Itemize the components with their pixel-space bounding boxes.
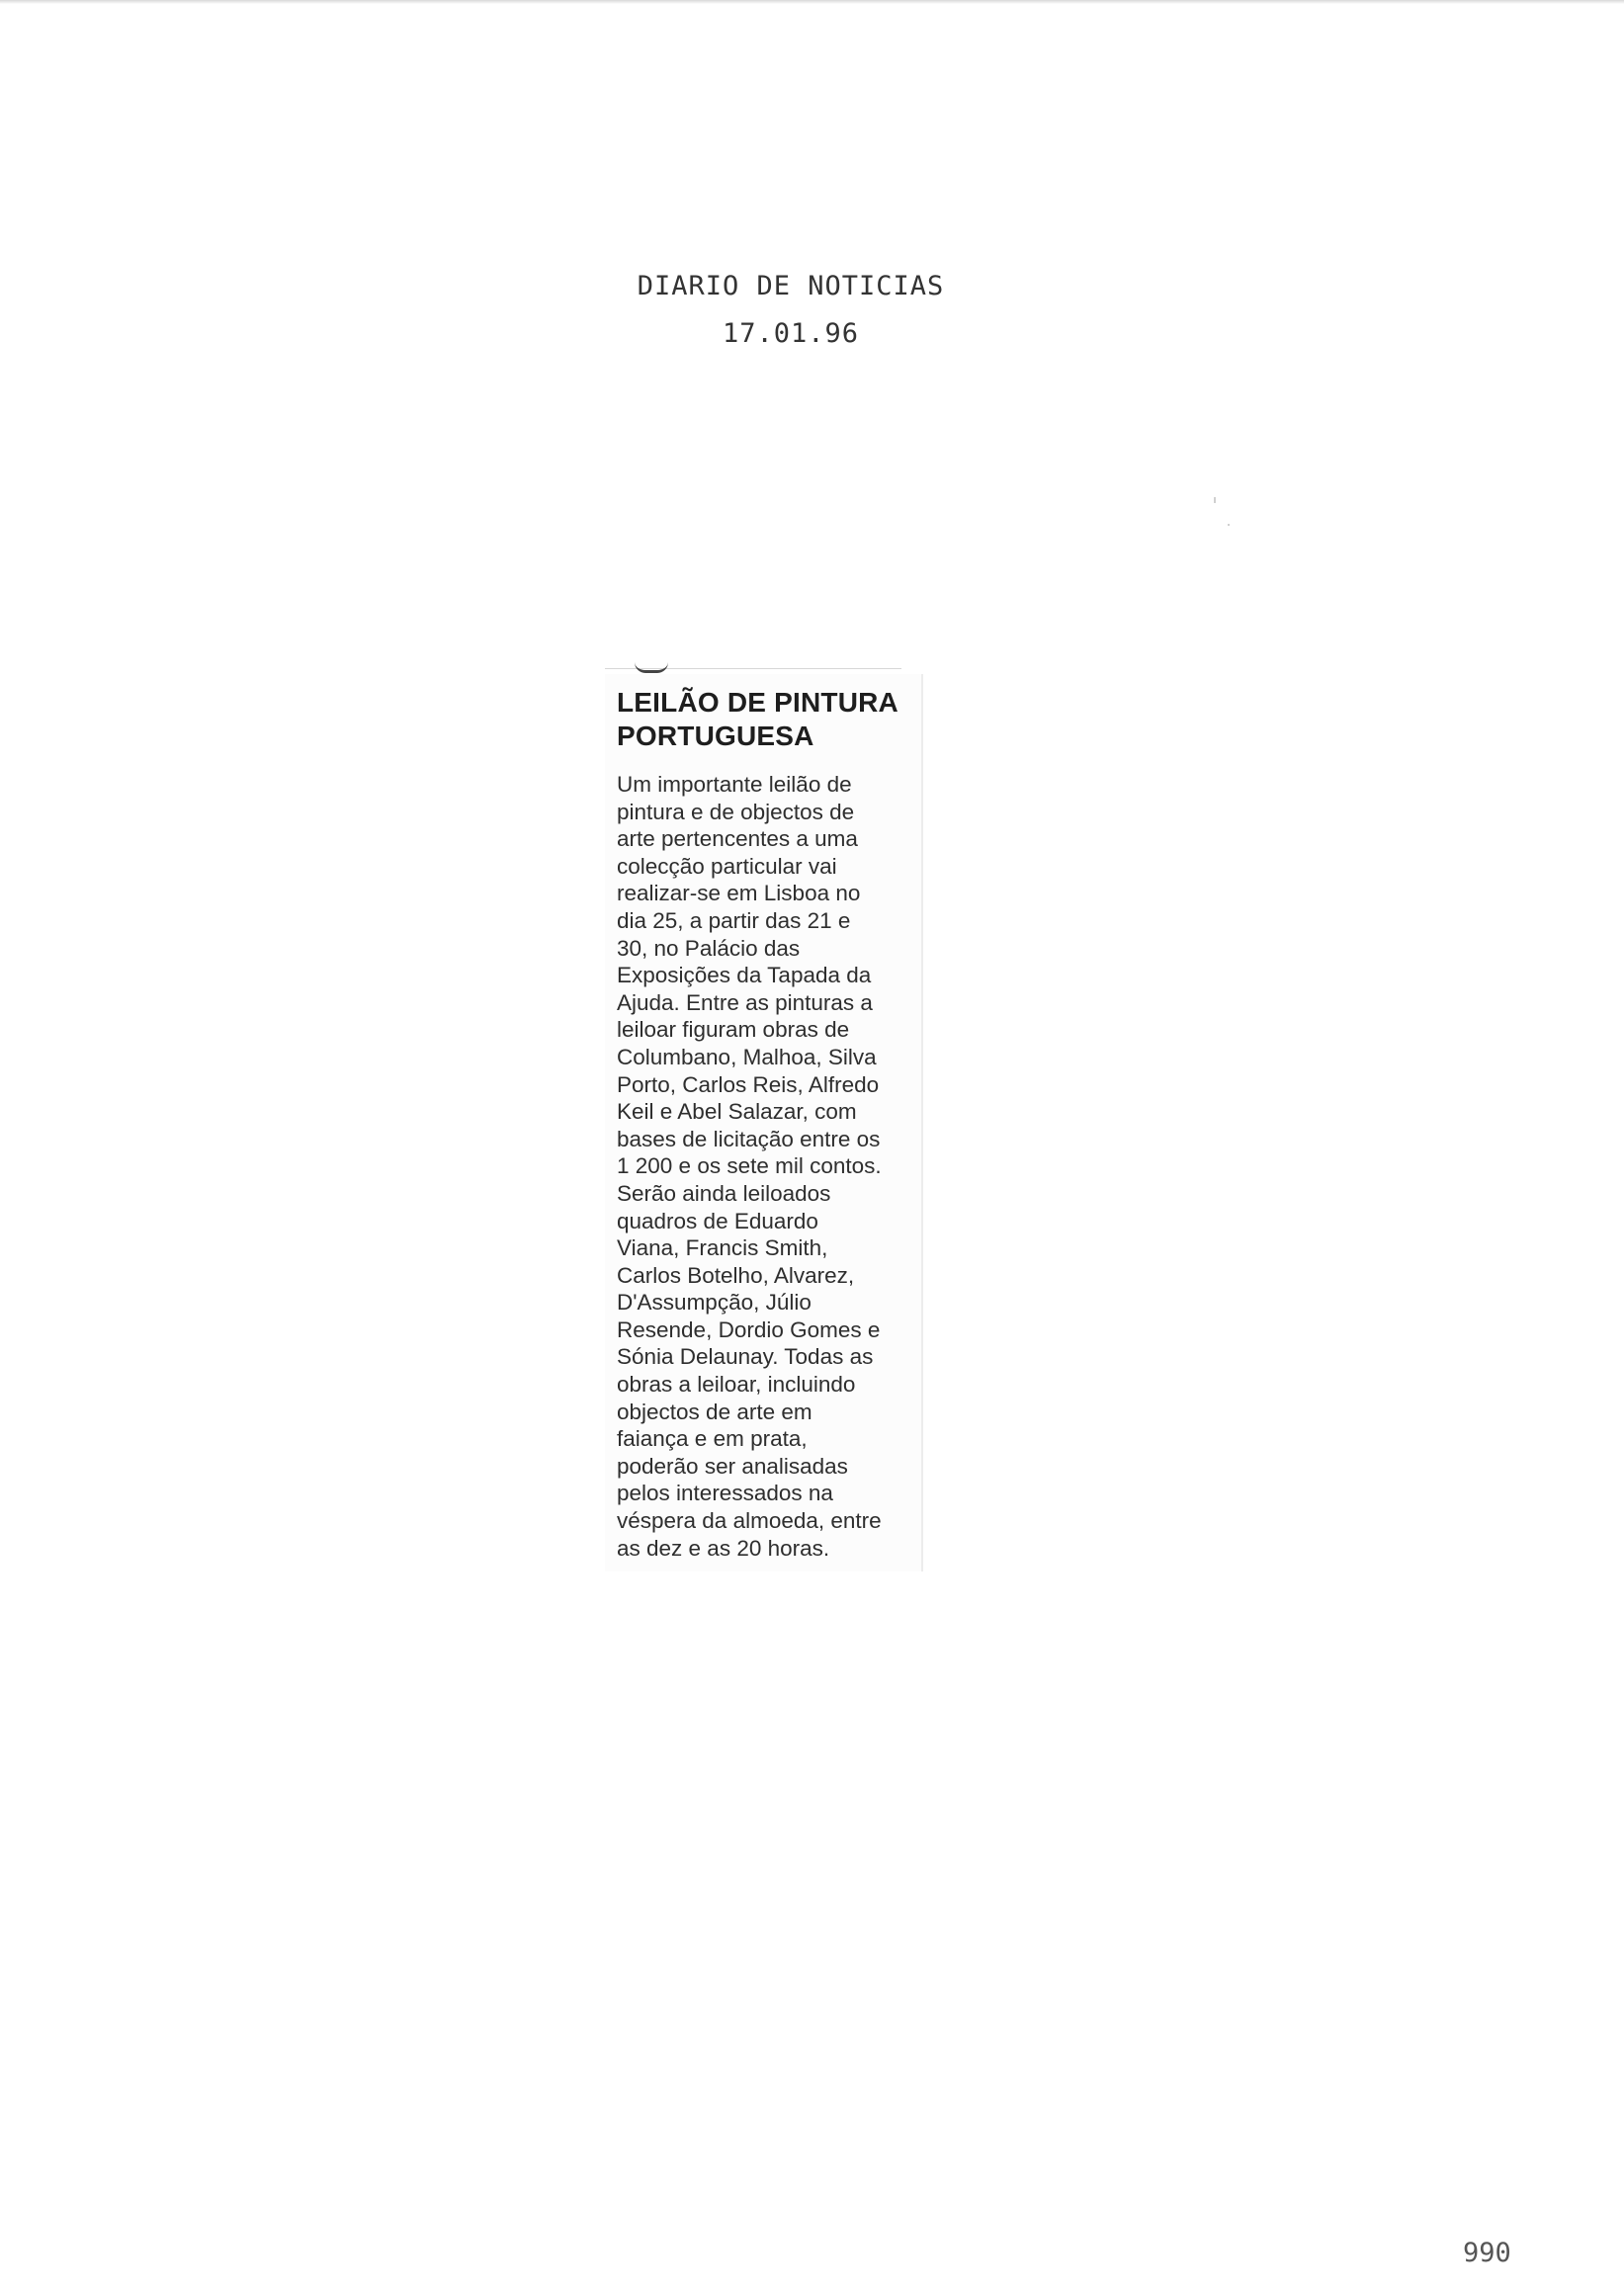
clipping-mark-icon [635,662,668,673]
newspaper-clipping [605,674,923,1571]
scan-top-edge [0,0,1624,4]
scan-speck [1214,497,1216,503]
article-body: Um importante leilão de pintura e de objectos de arte pertencentes a uma colecção particular vai realizar-se em Lisboa no dia 25, a partir das 21 e 30, no Palácio das Exposições da Tapada da Ajuda. Entre as pinturas a leiloar figuram obras de Columbano, Malhoa, Silva Porto, Carlos Reis, Alfredo Keil e Abel Salazar, com bases de licitação entre os 1 200 e os sete mil contos. Serão ainda leiloados quadros de Eduardo Viana, Francis Smith, Carlos Botelho, Alvarez, D'Assumpção, Júlio Resende, Dordio Gomes e Sónia Delaunay. Todas as obras a leiloar, incluindo objectos de arte em faiança e em prata, poderão ser analisadas pelos interessados na véspera da almoeda, entre as dez e as 20 horas. [617,772,882,1561]
scan-speck [1228,524,1230,526]
publication-date: 17.01.96 [722,318,860,349]
publication-name: DIARIO DE NOTICIAS [637,271,945,301]
article-headline: LEILÃO DE PINTURA PORTUGUESA [617,687,898,751]
clipping-header [534,263,1048,358]
page-number: 990 [1463,2238,1511,2268]
